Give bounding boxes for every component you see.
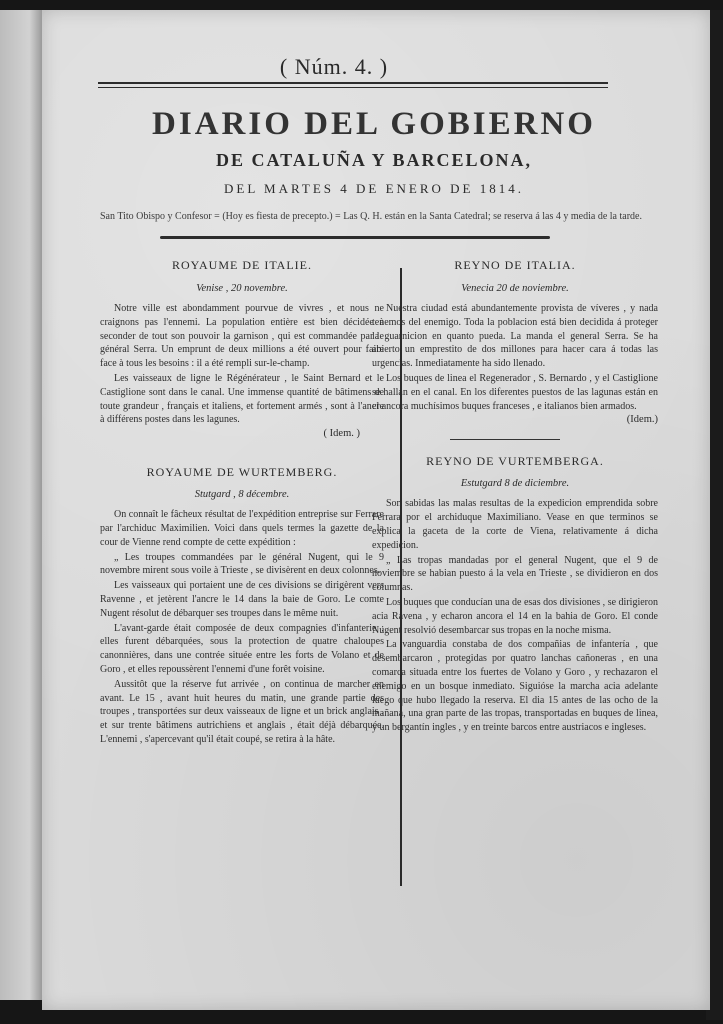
section-rule [450, 439, 560, 440]
masthead-rule-bottom [160, 236, 550, 239]
article-dateline: Stutgard , 8 décembre. [194, 489, 290, 501]
paragraph: Los buques que conducían una de esas dos divisiones , se dirigieron acia Ravena , y echaron ancora el 14 en la bahia de Goro. El conde Nugent resolvió desembarcar sus tropas en la noche misma. [372, 596, 658, 636]
article-body [100, 508, 384, 747]
paragraph: On connaît le fâcheux résultat de l'expédition entreprise sur Ferrare par l'archiduc Maximilien. Voici dans quels termes la gazette de la cour de Vienne rend compte de cette expédition : [100, 509, 384, 548]
saint-of-day-note: San Tito Obispo y Confesor = (Hoy es fiesta de precepto.) = Las Q. H. están en la Santa Catedral; se reserva á las 4 y media de la tarde. [100, 211, 642, 222]
paragraph: L'avant-garde était composée de deux compagnies d'infanterie ; elles furent débarquées, sous la protection de quatre chaloupes canonnières, dans une contrée située entre les forts de Volano et de Goro , et elles repoussèrent l'ennemi d'une forêt voisine. [100, 622, 384, 675]
left-column [100, 258, 384, 748]
article-heading: ROYAUME DE WURTEMBERG. [146, 465, 338, 480]
article-body [100, 302, 384, 427]
paragraph: Nuestra ciudad está abundantemente provista de víveres , y nada tenemos del enemigo. Toda la poblacion está bien decidida á proteger la guarnicion en quanto pueda. La manda el general Serra. Se ha abierto un emprestito de dos millones para hacer cara á todas las urgencias. Inmediatamente ha sido llenado. [372, 303, 658, 370]
article-heading: REYNO DE VURTEMBERGA. [426, 454, 604, 469]
paragraph: „ Las tropas mandadas por el general Nugent, que el 9 de noviembre se habian puesto á la vela en Trieste , se dividieron en dos columnas. [372, 554, 658, 594]
issue-date: DEL MARTES 4 DE ENERO DE 1814. [224, 181, 524, 196]
article-signature: ( Idem. ) [323, 428, 360, 440]
masthead-subtitle: DE CATALUÑA Y BARCELONA, [215, 150, 533, 170]
paragraph: Notre ville est abondamment pourvue de vivres , et nous ne craignons pas l'ennemi. La population entière est bien décidée à seconder de tout son pouvoir la garnison , qui est commandée par le général Serra. Un emprunt de deux millions a été ouvert pour faire face à tous les besoins : il a été rempli sur-le-champ. [100, 303, 384, 370]
paragraph: Les vaisseaux qui portaient une de ces divisions se dirigèrent vers Ravenne , et jetèrent l'ancre le 14 dans la baie de Goro. Le comte Nugent résolut de débarquer ses troupes dans le même nuit. [100, 580, 384, 619]
masthead-rule-top-thin [98, 87, 608, 88]
paragraph: Son sabidas las malas resultas de la expedicion emprendida sobre Ferrara por el archiduque Maximiliano. Vease en que terminos se explica la gaceta de la corte de Viena, relativamente á dicha expedicion. [372, 498, 658, 551]
article-body [372, 497, 658, 735]
paragraph: La vanguardia constaba de dos compañias de infantería , que desembarcaron , protegidas por quatro lanchas cañoneras , en una comarca situada entre los fuertes de Volano y Goro , y rechazaron el enemigo en un bosque inmediato. Siguióse la marcha acia adelante luego que hubo llegado la reserva. El dia 15 antes de las ocho de la mañana, una gran parte de las tropas, transportadas en buques de linea, y un bergantín ingles , y en treinte barcos entre austriacos e ingleses. [372, 639, 658, 734]
article-heading: ROYAUME DE ITALIE. [171, 258, 313, 272]
masthead-title: DIARIO DEL GOBIERNO [152, 106, 596, 142]
issue-number: ( Núm. 4. ) [279, 54, 389, 79]
article-dateline: Venise , 20 novembre. [196, 283, 288, 294]
paragraph: „ Les troupes commandées par le général Nugent, qui le 9 novembre mirent sous voile à Trieste , se divisèrent en deux colonnes. [100, 551, 384, 577]
article-signature: (Idem.) [626, 414, 658, 426]
article-dateline: Estutgard 8 de diciembre. [460, 478, 570, 490]
right-column [372, 258, 658, 736]
paragraph: Les vaisseaux de ligne le Régénérateur , le Saint Bernard et le Castiglione sont dans le canal. Une immense quantité de bâtimens de toute grandeur , français et italiens, et fortement armés , sont à l'ancre à différens postes dans les lagunes. [100, 372, 384, 426]
facing-page-edge [0, 10, 42, 1000]
masthead-rule-top [98, 82, 608, 84]
article-body [372, 302, 658, 413]
paragraph: Los buques de linea el Regenerador , S. Bernardo , y el Castiglione se hallan en el canal. En los diferentes puestos de las lagunas están en el ancora muchísimos buques franceses , e italianos bien armados. [372, 372, 658, 412]
article-heading: REYNO DE ITALIA. [454, 258, 576, 272]
article-dateline: Venecia 20 de noviembre. [461, 283, 569, 294]
paragraph: Aussitôt que la réserve fut arrivée , on continua de marcher en avant. Le 15 , avant huit heures du matin, une grande partie des troupes , transportées sur deux vaisseaux de ligne et un brick anglais , et sur trente bâtimens autrichiens et anglais , était déjà débarquée. L'ennemi , s'apercevant qu'il était coupé, se retira à la hâte. [100, 678, 384, 745]
newspaper-page [42, 10, 710, 1010]
